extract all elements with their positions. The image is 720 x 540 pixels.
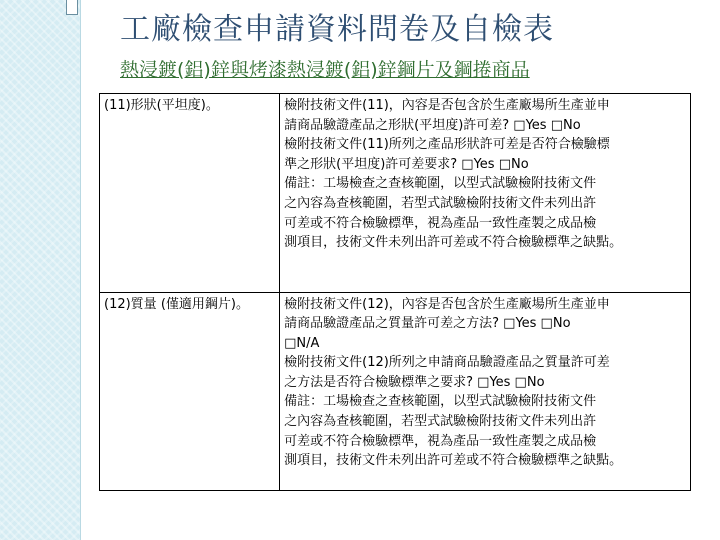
description-line: 檢附技術文件(12)，內容是否包含於生產廠場所生產並申 <box>284 296 610 312</box>
remark-line: 之內容為查核範圍，若型式試驗檢附技術文件未列出許 <box>284 195 597 211</box>
remark-line: 測項目，技術文件未列出許可差或不符合檢驗標準之缺點。 <box>284 453 623 469</box>
item-label: (12)質量 (僅適用鋼片)。 <box>104 296 249 312</box>
slide-subtitle: 熱浸鍍(鋁)鋅與烤漆熱浸鍍(鋁)鋅鋼片及鋼捲商品 <box>120 59 530 81</box>
remark-line: 之內容為查核範圍，若型式試驗檢附技術文件未列出許 <box>284 414 597 430</box>
description-line: 之方法是否符合檢驗標準之要求? □Yes □No <box>284 374 545 390</box>
remark-line: 可差或不符合檢驗標準，視為產品一致性產製之成品檢 <box>284 433 597 449</box>
decorative-notch <box>66 0 78 15</box>
remark-line: 測項目，技術文件未列出許可差或不符合檢驗標準之缺點。 <box>284 235 623 251</box>
remark-line: 可差或不符合檢驗標準，視為產品一致性產製之成品檢 <box>284 215 597 231</box>
item-cell <box>100 292 280 491</box>
table-row <box>100 94 691 293</box>
item-label: (11)形狀(平坦度)。 <box>104 98 219 113</box>
description-line: 檢附技術文件(11)所列之產品形狀許可差是否符合檢驗標 <box>284 137 610 153</box>
item-cell <box>100 94 280 293</box>
description-cell <box>280 292 691 491</box>
slide-title: 工廠檢查申請資料問卷及自檢表 <box>120 12 554 47</box>
description-line: □N/A <box>284 335 320 351</box>
description-line: 檢附技術文件(12)所列之申請商品驗證產品之質量許可差 <box>284 355 610 371</box>
description-cell <box>280 94 691 293</box>
description-line: 請商品驗證產品之形狀(平坦度)許可差? □Yes □No <box>284 117 581 133</box>
description-line: 檢附技術文件(11)，內容是否包含於生產廠場所生產並申 <box>284 98 610 113</box>
decorative-side-strip <box>0 0 81 540</box>
description-line: 準之形狀(平坦度)許可差要求? □Yes □No <box>284 156 529 172</box>
description-line: 請商品驗證產品之質量許可差之方法? □Yes □No <box>284 316 571 332</box>
checklist-table <box>99 93 691 491</box>
remark-line: 備註：工場檢查之查核範圍，以型式試驗檢附技術文件 <box>284 394 597 410</box>
table-row <box>100 292 691 491</box>
remark-line: 備註：工場檢查之查核範圍，以型式試驗檢附技術文件 <box>284 176 597 192</box>
